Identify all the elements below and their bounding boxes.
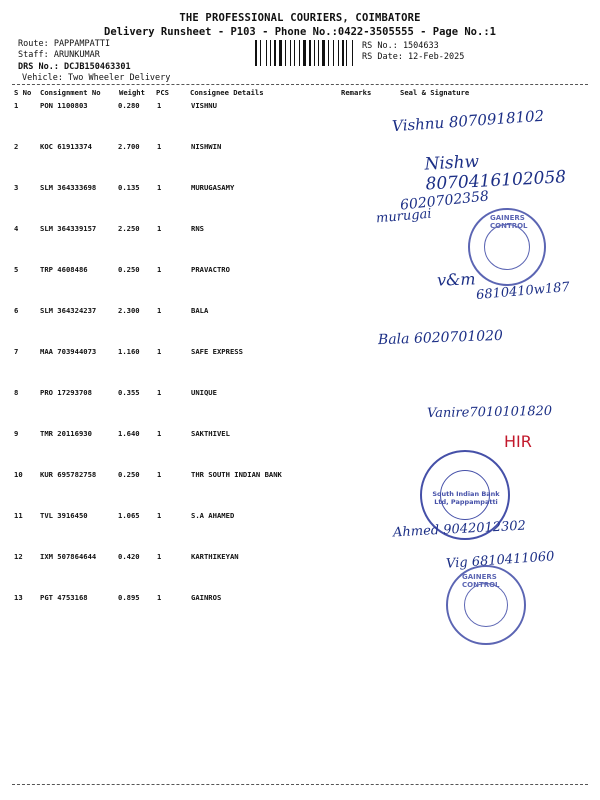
footer-divider [12,784,588,785]
signature-2: Nishw 8070416102058 [424,151,567,195]
row-pcs: 1 [157,306,162,315]
col-consignment: Consignment No [40,88,101,97]
row-consignee: NISHWIN [191,142,222,151]
row-consignment: KUR 695782758 [40,470,97,479]
col-sno: S No [14,88,32,97]
hir-mark: HIR [504,432,532,451]
row-sno: 3 [14,183,19,192]
signature-11: Ahmed 9042012302 [392,518,527,541]
row-pcs: 1 [157,224,162,233]
row-sno: 2 [14,142,19,151]
row-pcs: 1 [157,101,162,110]
row-sno: 5 [14,265,19,274]
row-weight: 1.065 [118,511,140,520]
row-pcs: 1 [157,552,162,561]
row-pcs: 1 [157,347,162,356]
row-pcs: 1 [157,470,162,479]
header-divider [12,84,588,85]
row-weight: 0.280 [118,101,140,110]
row-consignment: KOC 61913374 [40,142,92,151]
row-weight: 0.135 [118,183,140,192]
row-weight: 0.895 [118,593,140,602]
row-pcs: 1 [157,429,162,438]
rs-number: RS No.: 1504633 [362,41,439,51]
signature-1: Vishnu 8070918102 [391,106,545,136]
stamp-text: GAINERS CONTROL [490,214,528,230]
stamp-text: South Indian Bank Ltd, Pappampatti [432,490,500,506]
row-consignment: IXM 507864644 [40,552,97,561]
vehicle-label: Vehicle: Two Wheeler Delivery [22,73,171,83]
row-consignee: PRAVACTRO [191,265,230,274]
row-pcs: 1 [157,142,162,151]
col-seal: Seal & Signature [400,88,470,97]
row-consignment: SLM 364339157 [40,224,97,233]
stamp-inner-ring [464,583,508,627]
route-label: Route: PAPPAMPATTI [18,39,111,49]
row-weight: 2.700 [118,142,140,151]
row-consignee: VISHNU [191,101,217,110]
row-sno: 7 [14,347,19,356]
gainers-stamp-top [468,208,546,286]
barcode-icon [255,40,357,66]
stamp-inner-ring [484,224,530,270]
row-sno: 10 [14,470,23,479]
row-weight: 0.250 [118,265,140,274]
row-consignee: THR SOUTH INDIAN BANK [191,470,282,479]
row-sno: 12 [14,552,23,561]
row-consignee: KARTHIKEYAN [191,552,239,561]
row-consignee: S.A AHAMED [191,511,235,520]
row-consignee: SAFE EXPRESS [191,347,243,356]
signature-3-name: murugai [375,206,433,227]
row-weight: 1.640 [118,429,140,438]
row-pcs: 1 [157,388,162,397]
row-weight: 0.355 [118,388,140,397]
row-consignment: SLM 364333698 [40,183,97,192]
rs-date: RS Date: 12-Feb-2025 [362,52,465,62]
row-pcs: 1 [157,183,162,192]
row-consignment: PGT 4753168 [40,593,88,602]
company-title: THE PROFESSIONAL COURIERS, COIMBATORE [179,12,421,24]
row-sno: 8 [14,388,19,397]
col-weight: Weight [119,88,145,97]
col-pcs: PCS [156,88,169,97]
row-sno: 6 [14,306,19,315]
runsheet-title: Delivery Runsheet - P103 - Phone No.:0422-3505555 - Page No.:1 [104,26,496,38]
row-weight: 2.250 [118,224,140,233]
row-consignment: TRP 4608486 [40,265,88,274]
col-remarks: Remarks [341,88,372,97]
row-consignee: SAKTHIVEL [191,429,230,438]
signature-8: Vanire7010101820 [426,403,553,422]
row-sno: 9 [14,429,19,438]
row-pcs: 1 [157,265,162,274]
bank-stamp [420,450,510,540]
row-sno: 1 [14,101,19,110]
row-consignment: PRO 17293708 [40,388,92,397]
col-consignee: Consignee Details [190,88,264,97]
signature-5-name: v&m [436,269,476,290]
row-consignee: GAINROS [191,593,222,602]
row-consignee: MURUGASAMY [191,183,235,192]
stamp-text: GAINERS CONTROL [462,573,500,589]
row-consignment: TVL 3916450 [40,511,88,520]
row-consignment: PON 1100803 [40,101,88,110]
row-pcs: 1 [157,593,162,602]
row-sno: 4 [14,224,19,233]
signature-12: Vig 6810411060 [445,549,555,572]
row-sno: 13 [14,593,23,602]
row-pcs: 1 [157,511,162,520]
signature-3-phone: 6020702358 [399,188,490,214]
signature-5-phone: 6810410w187 [475,279,571,304]
row-weight: 0.250 [118,470,140,479]
row-consignment: SLM 364324237 [40,306,97,315]
row-weight: 0.420 [118,552,140,561]
drs-number: DRS No.: DCJB150463301 [18,62,131,72]
gainers-stamp-bottom [446,565,526,645]
row-weight: 2.300 [118,306,140,315]
row-sno: 11 [14,511,23,520]
row-weight: 1.160 [118,347,140,356]
row-consignee: UNIQUE [191,388,217,397]
row-consignment: MAA 703944073 [40,347,97,356]
signature-6: Bala 6020701020 [377,327,504,349]
row-consignee: BALA [191,306,209,315]
row-consignee: RNS [191,224,204,233]
row-consignment: TMR 20116930 [40,429,92,438]
staff-label: Staff: ARUNKUMAR [18,50,100,60]
